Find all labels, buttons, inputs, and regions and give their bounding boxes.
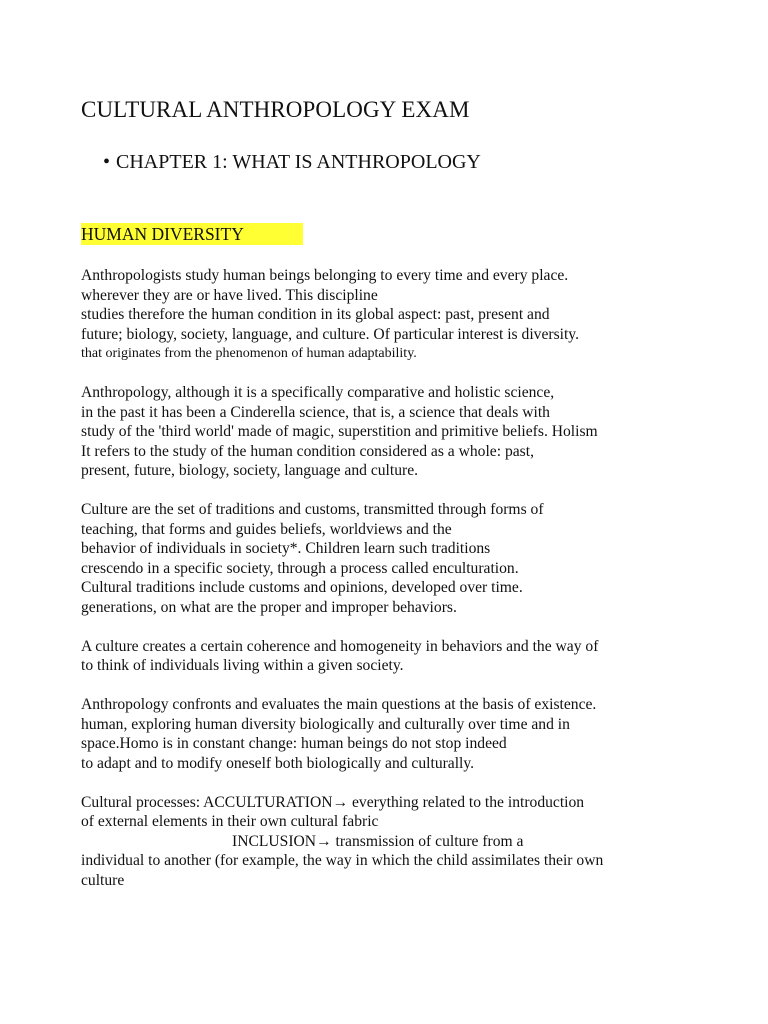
text-line: human, exploring human diversity biologically and culturally over time and in	[81, 715, 570, 733]
text-line: INCLUSION→ transmission of culture from a	[232, 832, 524, 850]
text-line: wherever they are or have lived. This discipline	[81, 286, 378, 304]
text-line: individual to another (for example, the way in which the child assimilates their own	[81, 852, 604, 869]
document-title: CULTURAL ANTHROPOLOGY EXAM	[81, 97, 470, 122]
text-line: study of the 'third world' made of magic, superstition and primitive beliefs. Holism	[81, 423, 598, 440]
text-line: culture	[81, 871, 125, 889]
text-line: space.Homo is in constant change: human beings do not stop indeed	[81, 735, 507, 752]
text-line: Culture are the set of traditions and customs, transmitted through forms of	[81, 501, 544, 518]
text-line: It refers to the study of the human condition considered as a whole: past,	[81, 442, 534, 460]
document-body	[81, 266, 721, 910]
text-line: Anthropologists study human beings belonging to every time and every place.	[81, 267, 569, 284]
paragraph-existence	[81, 695, 721, 773]
paragraph-cultural-processes	[81, 793, 721, 891]
chapter-label: CHAPTER 1: WHAT IS ANTHROPOLOGY	[116, 151, 481, 173]
text-line: to think of individuals living within a given society.	[81, 657, 404, 674]
text-line: present, future, biology, society, language and culture.	[81, 462, 419, 479]
text-line: A culture creates a certain coherence and homogeneity in behaviors and the way of	[81, 637, 599, 655]
chapter-heading	[103, 150, 481, 174]
text-line: in the past it has been a Cinderella science, that is, a science that deals with	[81, 403, 550, 421]
paragraph-culture	[81, 500, 721, 617]
text-line: Anthropology confronts and evaluates the main questions at the basis of existence.	[81, 696, 597, 713]
bullet-icon: •	[103, 151, 111, 173]
text-line: future; biology, society, language, and culture. Of particular interest is diversity.	[81, 325, 579, 343]
text-line: teaching, that forms and guides beliefs, worldviews and the	[81, 520, 452, 538]
text-line: Cultural processes: ACCULTURATION→ everything related to the introduction	[81, 793, 585, 811]
text-line: to adapt and to modify oneself both biologically and culturally.	[81, 754, 475, 772]
text-line: crescendo in a specific society, through a process called enculturation.	[81, 559, 519, 577]
text-line: studies therefore the human condition in its global aspect: past, present and	[81, 306, 550, 323]
paragraph-human-diversity	[81, 266, 721, 364]
paragraph-holism	[81, 383, 721, 481]
text-line: Cultural traditions include customs and opinions, developed over time.	[81, 579, 523, 596]
section-heading-highlighted: HUMAN DIVERSITY	[81, 223, 303, 245]
text-line: that originates from the phenomenon of human adaptability.	[81, 346, 417, 361]
text-line: of external elements in their own cultural fabric	[81, 813, 379, 830]
text-line: generations, on what are the proper and improper behaviors.	[81, 598, 457, 616]
text-line: Anthropology, although it is a specifically comparative and holistic science,	[81, 384, 555, 401]
paragraph-coherence	[81, 637, 721, 676]
text-line: behavior of individuals in society*. Children learn such traditions	[81, 540, 491, 557]
